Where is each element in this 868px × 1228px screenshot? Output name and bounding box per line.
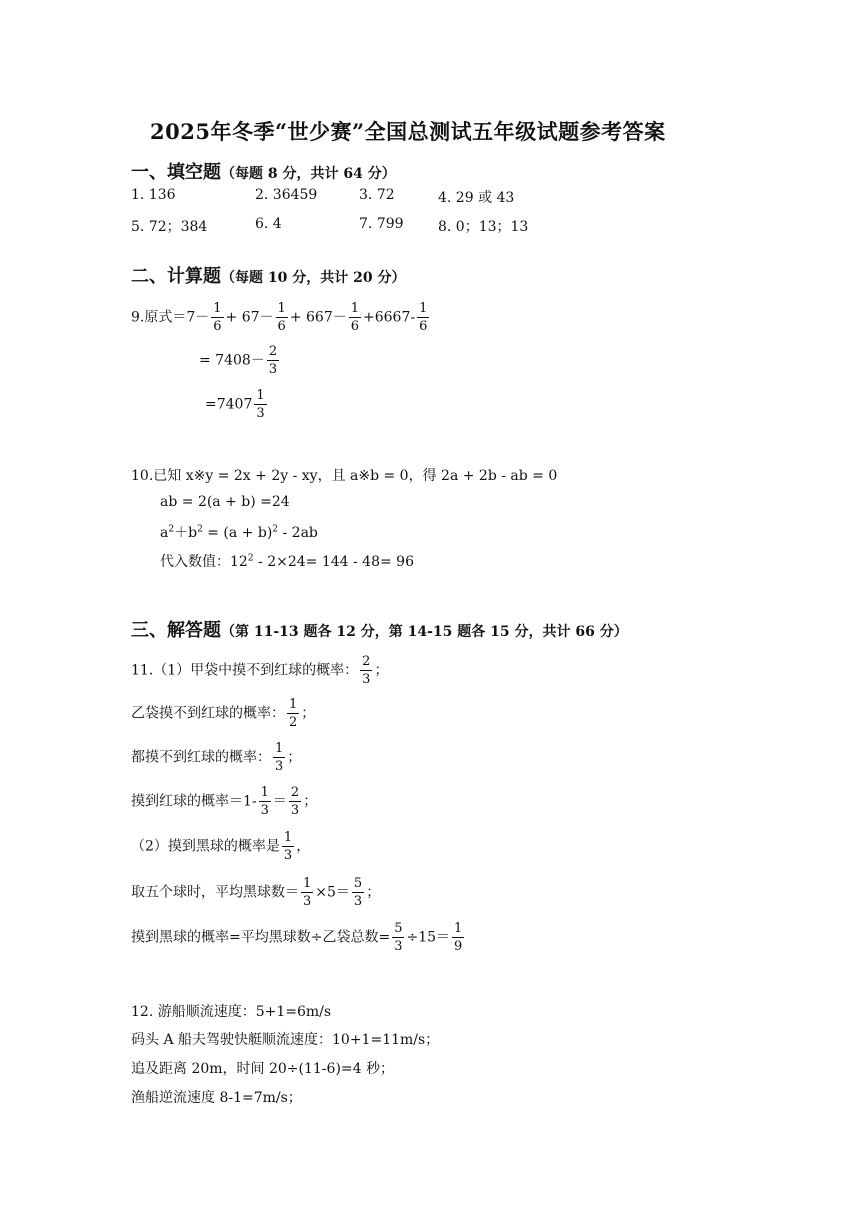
q12-line-2: 码头 A 船夫驾驶快艇顺流速度：10+1=11m/s； [131, 1032, 440, 1048]
fraction: $\frac{2}{3}$ [362, 654, 371, 687]
fraction: $\frac{1}{3}$ [260, 785, 269, 818]
section-title: 二、计算题 [131, 266, 221, 287]
q11-line-5: （2）摸到黑球的概率是 $\frac{1}{3}$ ， [131, 830, 311, 863]
q12-line-4: 渔船逆流速度 8-1=7m/s； [131, 1090, 302, 1106]
fraction: $\frac{1}{9}$ [454, 921, 463, 954]
q11-line-1: 11.（1）甲袋中摸不到红球的概率： $\frac{2}{3}$ ； [131, 654, 389, 687]
fraction: $\frac{1}{3}$ [303, 876, 312, 909]
section-heading-fill-blank [131, 158, 396, 184]
answer-2: 2. 36459 [255, 187, 318, 203]
q12-line-3: 追及距离 20m，时间 20÷(11-6)=4 秒； [131, 1061, 394, 1077]
page-title: 2025年冬季“世少赛”全国总测试五年级试题参考答案 [150, 119, 666, 144]
fraction: $\frac{1}{6}$ [419, 301, 428, 334]
fraction: $\frac{1}{2}$ [289, 697, 298, 730]
answer-5: 5. 72；384 [131, 219, 208, 235]
q9-line-2: = 7408－ $\frac{2}{3}$ [199, 344, 278, 377]
section-note: （每题 8 分，共计 64 分） [221, 166, 396, 182]
section-note: （第 11-13 题各 12 分，第 14-15 题各 15 分，共计 66 分） [221, 624, 628, 640]
fraction: $\frac{1}{6}$ [350, 301, 360, 334]
section-title: 三、解答题 [131, 620, 221, 641]
fraction: $\frac{1}{6}$ [277, 301, 286, 334]
fraction: $\frac{2}{3}$ [290, 785, 300, 818]
section-heading-calculation [131, 262, 405, 288]
q11-line-6: 取五个球时，平均黑球数＝ $\frac{1}{3}$ ×5＝ $\frac{5}{3}$ ； [131, 876, 381, 909]
fraction: $\frac{1}{3}$ [283, 830, 293, 863]
q11-line-3: 都摸不到红球的概率： $\frac{1}{3}$ ； [131, 741, 302, 774]
fraction: $\frac{1}{3}$ [256, 388, 265, 421]
answer-1: 1. 136 [131, 187, 176, 203]
q11-line-4: 摸到红球的概率＝1- $\frac{1}{3}$ ＝ $\frac{2}{3}$ ； [131, 785, 318, 818]
q10-line-3: $a^2+b^2 = (a + b)^2 - 2ab$ [160, 524, 318, 541]
q10-line-4: 代入数值：$12^2 - 2\times 24= 144 - 48= 96$ [160, 553, 414, 570]
q12-line-1: 12. 游船顺流速度：5+1=6m/s [131, 1004, 332, 1020]
answer-7: 7. 799 [359, 216, 404, 232]
fraction: $\frac{5}{3}$ [353, 876, 363, 909]
q10-line-2: ab = 2(a + b) =24 [160, 494, 290, 510]
section-heading-solutions [131, 616, 628, 642]
answer-8: 8. 0；13；13 [438, 219, 529, 235]
fraction: $\frac{1}{6}$ [213, 301, 222, 334]
q9-line-1: 9.原式＝7－ $\frac{1}{6}$ + 67－ $\frac{1}{6}$ + 667－ $\frac{1}{6}$ +6667- $\frac{1}{6}$ [131, 301, 428, 334]
section-note: （每题 10 分，共计 20 分） [221, 270, 406, 286]
q9-line-3: =7407 $\frac{1}{3}$ [205, 388, 265, 421]
q11-line-2: 乙袋摸不到红球的概率： $\frac{1}{2}$ ； [131, 697, 316, 730]
q10-line-1: 10.已知 x※y = 2x + 2y - xy，且 a※b = 0，得 2a + 2b - ab = 0 [131, 468, 558, 484]
fraction: $\frac{2}{3}$ [268, 344, 278, 377]
section-title: 一、填空题 [131, 162, 221, 183]
fraction: $\frac{5}{3}$ [394, 921, 403, 954]
answer-6: 6. 4 [255, 216, 282, 232]
fraction: $\frac{1}{3}$ [275, 741, 284, 774]
q11-line-7: 摸到黑球的概率=平均黑球数÷乙袋总数= $\frac{5}{3}$ ÷15＝ $\frac{1}{9}$ [131, 921, 463, 954]
answer-3: 3. 72 [359, 187, 395, 203]
answer-4: 4. 29 或 43 [438, 190, 515, 206]
